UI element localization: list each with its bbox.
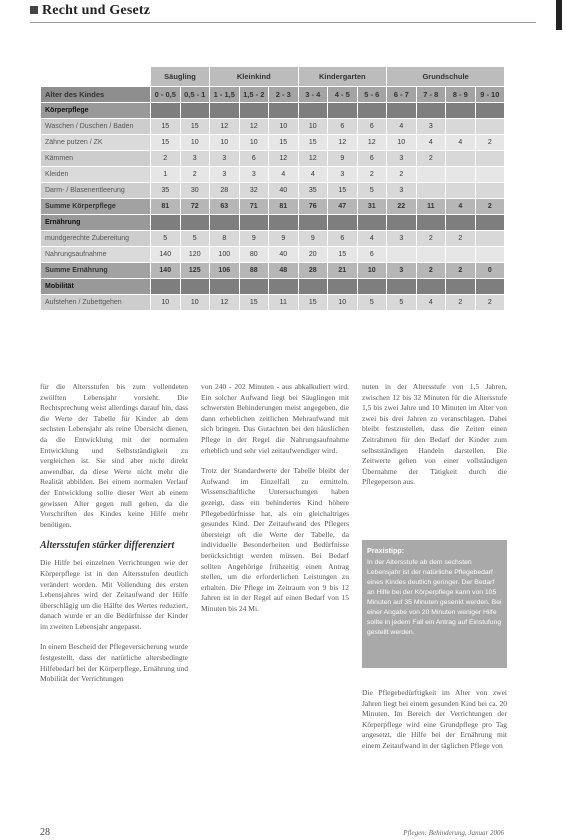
value-cell: 40 <box>269 183 299 199</box>
value-cell: 15 <box>180 119 210 135</box>
value-cell: 10 <box>269 119 299 135</box>
value-cell: 12 <box>210 295 240 311</box>
table-group-header <box>41 67 505 87</box>
sum-cell: 72 <box>180 199 210 215</box>
value-cell: 6 <box>328 119 358 135</box>
value-cell: 6 <box>357 151 387 167</box>
sum-cell: 63 <box>210 199 240 215</box>
sum-row <box>41 199 505 215</box>
table-row <box>41 119 505 135</box>
value-cell: 2 <box>446 231 476 247</box>
section-header-cell <box>475 279 505 295</box>
value-cell: 11 <box>269 295 299 311</box>
value-cell: 3 <box>387 183 417 199</box>
value-cell: 10 <box>210 135 240 151</box>
table-body <box>41 103 505 311</box>
section-header-cell <box>357 279 387 295</box>
value-cell: 2 <box>387 167 417 183</box>
value-cell: 4 <box>387 119 417 135</box>
value-cell <box>446 167 476 183</box>
row-label: Waschen / Duschen / Baden <box>41 119 151 135</box>
value-cell: 30 <box>180 183 210 199</box>
group-header: Kleinkind <box>210 67 299 87</box>
value-cell: 9 <box>298 231 328 247</box>
paragraph: von 240 - 202 Minuten - aus abkalkuliert wird. Ein solcher Aufwand liegt bei Säuglingen mit schwersten Behinderungen meist angegeben, die dann erheblichen zeitlichen Mehraufwand mit sich bringen. Das Gutachten bei den häuslichen Pflege in der Regel die Nahrungsaufnahme erheblich und sehr viel zeitaufwendiger wird. <box>201 382 349 455</box>
value-cell: 6 <box>357 247 387 263</box>
value-cell: 80 <box>239 247 269 263</box>
value-cell: 2 <box>151 151 181 167</box>
sum-cell: 4 <box>446 199 476 215</box>
article-subheading: Altersstufen stärker differenziert <box>40 540 175 552</box>
section-header-cell <box>357 215 387 231</box>
section-header-cell <box>357 103 387 119</box>
value-cell: 2 <box>446 295 476 311</box>
section-header-row <box>41 215 505 231</box>
value-cell: 2 <box>416 231 446 247</box>
section-header-cell <box>269 279 299 295</box>
section-header-cell <box>416 103 446 119</box>
row-label: Kleiden <box>41 167 151 183</box>
value-cell: 6 <box>328 231 358 247</box>
value-cell: 2 <box>180 167 210 183</box>
section-header-cell <box>298 215 328 231</box>
care-time-table-grid <box>40 66 505 311</box>
value-cell: 3 <box>328 167 358 183</box>
sum-cell: 125 <box>180 263 210 279</box>
page-header <box>0 0 566 32</box>
article-column-2 <box>201 382 349 614</box>
age-header: 1,5 - 2 <box>239 87 269 103</box>
value-cell: 12 <box>210 119 240 135</box>
value-cell: 35 <box>151 183 181 199</box>
table-row <box>41 231 505 247</box>
age-label: Alter des Kindes <box>41 87 151 103</box>
value-cell: 6 <box>239 151 269 167</box>
section-header-cell <box>180 215 210 231</box>
section-header-cell <box>387 279 417 295</box>
section-header-cell <box>239 103 269 119</box>
section-header-cell <box>210 279 240 295</box>
sum-cell: 2 <box>446 263 476 279</box>
table-row <box>41 183 505 199</box>
value-cell: 15 <box>269 135 299 151</box>
sum-cell: 48 <box>269 263 299 279</box>
value-cell: 10 <box>298 119 328 135</box>
sum-cell: 47 <box>328 199 358 215</box>
value-cell: 32 <box>239 183 269 199</box>
value-cell: 2 <box>475 135 505 151</box>
journal-footer: Pflegen: Behinderung, Januar 2006 <box>403 829 504 837</box>
sum-cell: 2 <box>475 199 505 215</box>
value-cell <box>475 151 505 167</box>
section-header-cell <box>475 103 505 119</box>
sum-cell: 21 <box>328 263 358 279</box>
sum-cell: 11 <box>416 199 446 215</box>
paragraph: Trotz der Standardwerte der Tabelle bleibt der Aufwand im Einzelfall zu ermitteln. Wissenschaftliche Untersuchungen haben gezeigt, dass ein behindertes Kind höhere Pflegebedürfnisse hat, als ein gleichaltriges gesundes Kind. Der Zeitaufwand des Pflegers übersteigt oft die Werte der Tabelle, da individuelle Besonderheiten und Bedürfnisse berücksichtigt werden müssen. Bei Bedarf sollten Angehörige frühzeitig einen Antrag stellen, um die erforderlichen Leistungen zu erhalten. Die Pflege im Zeitraum von 9 bis 12 Jahren ist in der Regel auf einen Bedarf von 15 Minuten bis 24 Mi. <box>201 466 349 613</box>
row-label: Kämmen <box>41 151 151 167</box>
sum-cell: 81 <box>269 199 299 215</box>
section-header-cell <box>210 103 240 119</box>
value-cell: 4 <box>298 167 328 183</box>
sum-cell: 106 <box>210 263 240 279</box>
section-header-cell <box>446 103 476 119</box>
value-cell: 20 <box>298 247 328 263</box>
section-header-cell <box>180 103 210 119</box>
row-label: Darm- / Blasenentleerung <box>41 183 151 199</box>
tip-text: In der Altersstufe ab dem sechsten Lebensjahr ist der natürliche Pflegebedarf eines Kindes deutlich geringer. Der Bedarf an Hilfe bei der Körperpflege kann von 105 Minuten auf 35 Minuten gesenkt werden. Bei einer Angabe von 20 Minuten weniger Hilfe sollte in jedem Fall ein Antrag auf Einstufung gestellt werden. <box>367 559 502 636</box>
value-cell: 40 <box>269 247 299 263</box>
value-cell: 2 <box>475 295 505 311</box>
value-cell: 5 <box>151 231 181 247</box>
age-header: 0 - 0,5 <box>151 87 181 103</box>
value-cell: 10 <box>328 295 358 311</box>
value-cell <box>446 151 476 167</box>
value-cell: 3 <box>180 151 210 167</box>
value-cell: 4 <box>269 167 299 183</box>
sum-label: Summe Ernährung <box>41 263 151 279</box>
value-cell: 15 <box>328 183 358 199</box>
row-label: mundgerechte Zubereitung <box>41 231 151 247</box>
section-header-cell <box>239 279 269 295</box>
section-header-cell <box>180 279 210 295</box>
value-cell <box>446 119 476 135</box>
table-row <box>41 167 505 183</box>
tip-title: Praxistipp: <box>367 546 405 555</box>
sum-cell: 81 <box>151 199 181 215</box>
care-time-table <box>40 66 504 311</box>
value-cell: 5 <box>180 231 210 247</box>
header-rule <box>30 22 536 23</box>
article-column-3-continued <box>362 688 507 752</box>
value-cell: 140 <box>151 247 181 263</box>
value-cell: 3 <box>387 151 417 167</box>
age-header: 8 - 9 <box>446 87 476 103</box>
age-header: 3 - 4 <box>298 87 328 103</box>
section-header-cell <box>446 215 476 231</box>
sum-cell: 76 <box>298 199 328 215</box>
value-cell: 3 <box>416 119 446 135</box>
value-cell: 15 <box>151 135 181 151</box>
value-cell: 9 <box>328 151 358 167</box>
value-cell: 8 <box>210 231 240 247</box>
page-edge-tab <box>556 0 562 30</box>
value-cell: 2 <box>357 167 387 183</box>
age-header: 4 - 5 <box>328 87 358 103</box>
section-header-row <box>41 103 505 119</box>
row-label: Aufstehen / Zubettgehen <box>41 295 151 311</box>
sum-cell: 3 <box>387 263 417 279</box>
table-row <box>41 295 505 311</box>
section-header-cell <box>151 103 181 119</box>
age-header: 9 - 10 <box>475 87 505 103</box>
paragraph: Die Pflegebedürftigkeit im Alter von zwei Jahren liegt bei einem gesunden Kind bei ca. 20 Minuten. Im Bereich der Verrichtungen der Körperpflege wird eine Grundpflege pro Tag angesetzt, die Hilfe bei der Ernährung mit einem Zeitaufwand in der täglichen Pflege von <box>362 688 507 750</box>
value-cell: 4 <box>416 295 446 311</box>
age-header: 0,5 - 1 <box>180 87 210 103</box>
section-header-cell <box>416 215 446 231</box>
value-cell: 12 <box>328 135 358 151</box>
sum-cell: 22 <box>387 199 417 215</box>
age-header: 1 - 1,5 <box>210 87 240 103</box>
value-cell: 100 <box>210 247 240 263</box>
row-label: Nahrungsaufnahme <box>41 247 151 263</box>
section-header-cell <box>328 279 358 295</box>
section-header-cell <box>416 279 446 295</box>
age-header: 2 - 3 <box>269 87 299 103</box>
value-cell: 6 <box>357 119 387 135</box>
sum-cell: 88 <box>239 263 269 279</box>
age-header: 5 - 6 <box>357 87 387 103</box>
value-cell: 3 <box>210 167 240 183</box>
value-cell: 15 <box>151 119 181 135</box>
age-header: 7 - 8 <box>416 87 446 103</box>
section-header-cell <box>328 215 358 231</box>
value-cell <box>416 167 446 183</box>
value-cell: 9 <box>239 231 269 247</box>
paragraph: Die Hilfe bei einzelnen Verrichtungen wie der Körperpflege ist in den Altersstufen deutlich verändert worden. Mit Vollendung des ersten Lebensjahres wird der Zeitaufwand der Hilfe überschlägig um die Hälfte des Wertes reduziert, danach wurde er an die Bedürfnisse der Kinder im zweiten Lebensjahr angepasst. <box>40 558 188 631</box>
sum-cell: 31 <box>357 199 387 215</box>
article-column-1 <box>40 382 188 685</box>
sum-row <box>41 263 505 279</box>
sum-cell: 10 <box>357 263 387 279</box>
section-title: Recht und Gesetz <box>42 3 151 18</box>
value-cell <box>475 247 505 263</box>
value-cell: 12 <box>239 119 269 135</box>
group-header: Grundschule <box>387 67 505 87</box>
sum-cell: 71 <box>239 199 269 215</box>
value-cell: 3 <box>239 167 269 183</box>
value-cell <box>475 183 505 199</box>
value-cell <box>446 247 476 263</box>
section-header-cell <box>239 215 269 231</box>
value-cell <box>475 167 505 183</box>
value-cell: 2 <box>416 151 446 167</box>
value-cell: 12 <box>357 135 387 151</box>
value-cell: 15 <box>298 135 328 151</box>
sum-label: Summe Körperpflege <box>41 199 151 215</box>
value-cell <box>475 119 505 135</box>
table-corner <box>41 67 151 87</box>
table-age-header <box>41 87 505 103</box>
value-cell: 3 <box>387 231 417 247</box>
paragraph: In einem Bescheid der Pflegeversicherung wurde festgestellt, dass der natürliche altersbedingte Hilfebedarf bei der Körperpflege, Ernährung und Mobilität der Verrichtungen <box>40 642 188 684</box>
value-cell: 12 <box>298 151 328 167</box>
section-header-cell <box>387 103 417 119</box>
sum-cell: 2 <box>416 263 446 279</box>
paragraph: nuten in der Altersstufe von 1,5 Jahren, zwischen 12 bis 32 Minuten für die Altersstufe 1,5 bis zwei Jahre und 10 Minuten im Alter von zwei bis drei Jahren zu veranschlagen. Dabei bleibt festzustellen, dass die Zeiten einen Zeitrahmen für den Bedarf der Kinder zum selbstständigen Handeln darstellen. Die Zeitwerte gehen von einer vollständigen Übernahme der Tätigkeit durch die Pflegeperson aus. <box>362 382 507 487</box>
value-cell: 5 <box>357 183 387 199</box>
section-title: Mobilität <box>41 279 151 295</box>
section-header-cell <box>210 215 240 231</box>
header-marker <box>30 6 38 14</box>
section-header-cell <box>298 103 328 119</box>
value-cell: 15 <box>328 247 358 263</box>
paragraph: für die Altersstufen bis zum vollendeten zwölften Lebensjahr vorsieht. Die Rechtsprechung weist allerdings darauf hin, dass die Werte der Tabelle für Kinder ab dem sechsten Lebensjahr als reine Übersicht dienen, da die Entwicklung mit der normalen Entwicklung und Selbstständigkeit zu vergleichen ist. Sie sind aber nicht direkt anwendbar, da diese Werte nicht mehr die Realität abbilden. Bei einem normalen Verlauf der Entwicklung sollte dieser Wert ab einem gewissen Alter gegen null gehen, da die Vorschriften des Kindes keine Hilfe mehr benötigen. <box>40 382 188 529</box>
value-cell: 9 <box>269 231 299 247</box>
article-column-3 <box>362 382 507 488</box>
table-row <box>41 135 505 151</box>
group-header: Kindergarten <box>298 67 387 87</box>
group-header: Säugling <box>151 67 210 87</box>
value-cell: 3 <box>210 151 240 167</box>
value-cell: 15 <box>239 295 269 311</box>
row-label: Zähne putzen / ZK <box>41 135 151 151</box>
value-cell: 4 <box>357 231 387 247</box>
section-header-cell <box>151 279 181 295</box>
value-cell: 5 <box>387 295 417 311</box>
value-cell: 1 <box>151 167 181 183</box>
value-cell: 35 <box>298 183 328 199</box>
page-number: 28 <box>40 827 50 838</box>
value-cell: 10 <box>387 135 417 151</box>
section-header-cell <box>328 103 358 119</box>
value-cell: 12 <box>269 151 299 167</box>
table-row <box>41 151 505 167</box>
practice-tip-box <box>362 540 507 668</box>
section-title: Körperpflege <box>41 103 151 119</box>
value-cell: 4 <box>446 135 476 151</box>
value-cell <box>416 247 446 263</box>
value-cell <box>387 247 417 263</box>
value-cell: 4 <box>416 135 446 151</box>
section-header-cell <box>387 215 417 231</box>
table-row <box>41 247 505 263</box>
section-header-cell <box>298 279 328 295</box>
value-cell: 28 <box>210 183 240 199</box>
section-header-cell <box>446 279 476 295</box>
sum-cell: 140 <box>151 263 181 279</box>
section-header-cell <box>269 103 299 119</box>
sum-cell: 28 <box>298 263 328 279</box>
value-cell: 10 <box>180 295 210 311</box>
value-cell: 10 <box>180 135 210 151</box>
section-header-cell <box>269 215 299 231</box>
section-header-row <box>41 279 505 295</box>
value-cell: 10 <box>239 135 269 151</box>
value-cell <box>446 183 476 199</box>
section-title: Ernährung <box>41 215 151 231</box>
value-cell <box>416 183 446 199</box>
value-cell <box>475 231 505 247</box>
value-cell: 15 <box>298 295 328 311</box>
value-cell: 10 <box>151 295 181 311</box>
value-cell: 120 <box>180 247 210 263</box>
sum-cell: 0 <box>475 263 505 279</box>
age-header: 6 - 7 <box>387 87 417 103</box>
section-header-cell <box>475 215 505 231</box>
section-header-cell <box>151 215 181 231</box>
value-cell: 5 <box>357 295 387 311</box>
